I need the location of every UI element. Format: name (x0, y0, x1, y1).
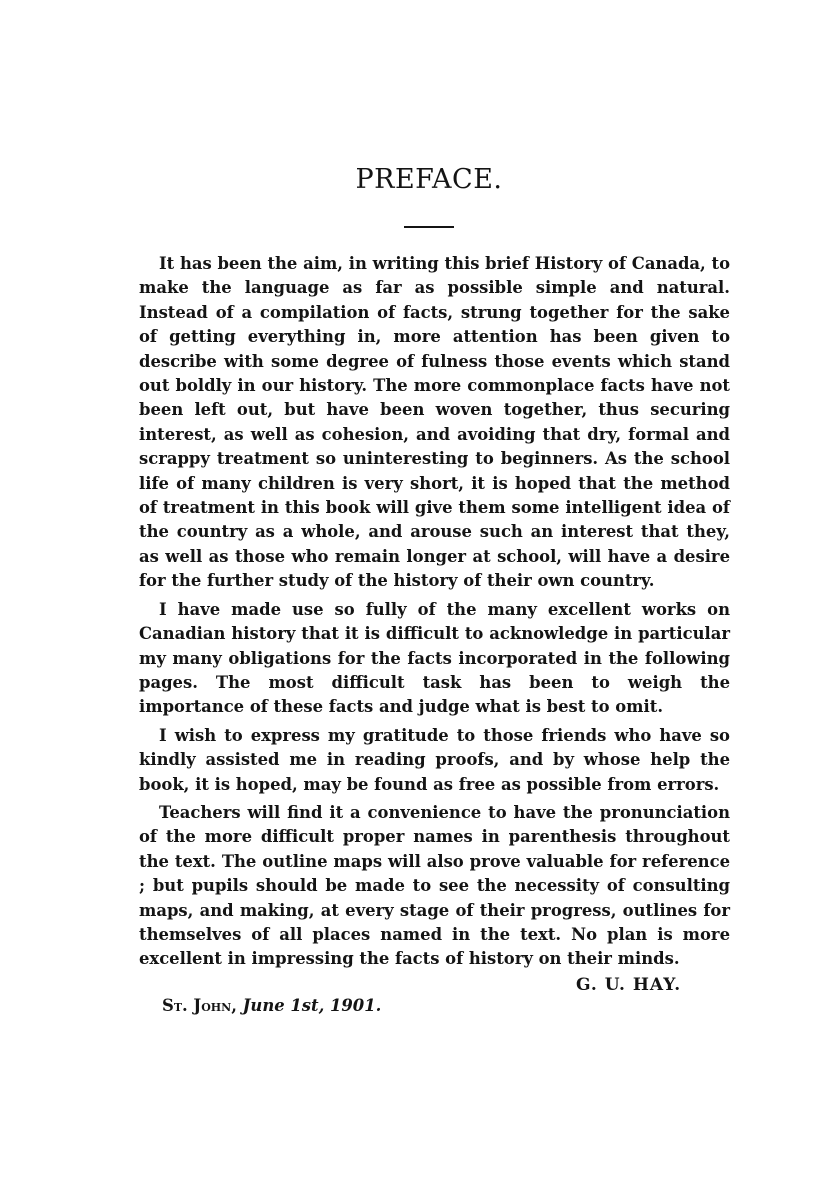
paragraph-3: I wish to express my gratitude to those friends who have so kindly assisted me in reading proofs, and by whose help the book, it is hoped, may be found as free as possible from errors. (139, 725, 730, 794)
paragraph-2: I have made use so fully of the many excellent works on Canadian history that it is difficult to acknowledge in particular my many obligations for the facts incorporated in the following pages. The most difficult task has been to weigh the importance of these facts and judge what is best to omit. (139, 599, 730, 717)
dateline (162, 996, 381, 1015)
preface-body (139, 252, 730, 976)
paragraph-4: Teachers will find it a convenience to have the pronunciation of the more difficult proper names in parenthesis throughout the text. The outline maps will also prove valuable for reference ; but pupils should be made to see the necessity of consulting maps, and making, at every stage of their progress, outlines for themselves of all places named in the text. No plan is more excellent in impressing the facts of history on their minds. (139, 802, 730, 969)
author-signature: G. U. HAY. (576, 975, 682, 995)
dateline-date: June 1st, 1901. (242, 996, 382, 1015)
paragraph-1: It has been the aim, in writing this brief History of Canada, to make the language as far as possible simple and natural. Instead of a compilation of facts, strung together for the sake of getting everything in, more attention has been given to describe with some degree of fulness those events which stand out boldly in our history. The more commonplace facts have not been left out, but have been woven together, thus securing interest, as well as cohesion, and avoiding that dry, formal and scrappy treatment so uninteresting to beginners. As the school life of many children is very short, it is hoped that the method of treatment in this book will give them some intelligent idea of the country as a whole, and arouse such an interest that they, as well as those who remain longer at school, will have a desire for the further study of the history of their own country. (139, 254, 730, 591)
dateline-place: St. John, (162, 996, 237, 1015)
title-divider (404, 226, 454, 228)
page-title: PREFACE. (355, 164, 503, 195)
